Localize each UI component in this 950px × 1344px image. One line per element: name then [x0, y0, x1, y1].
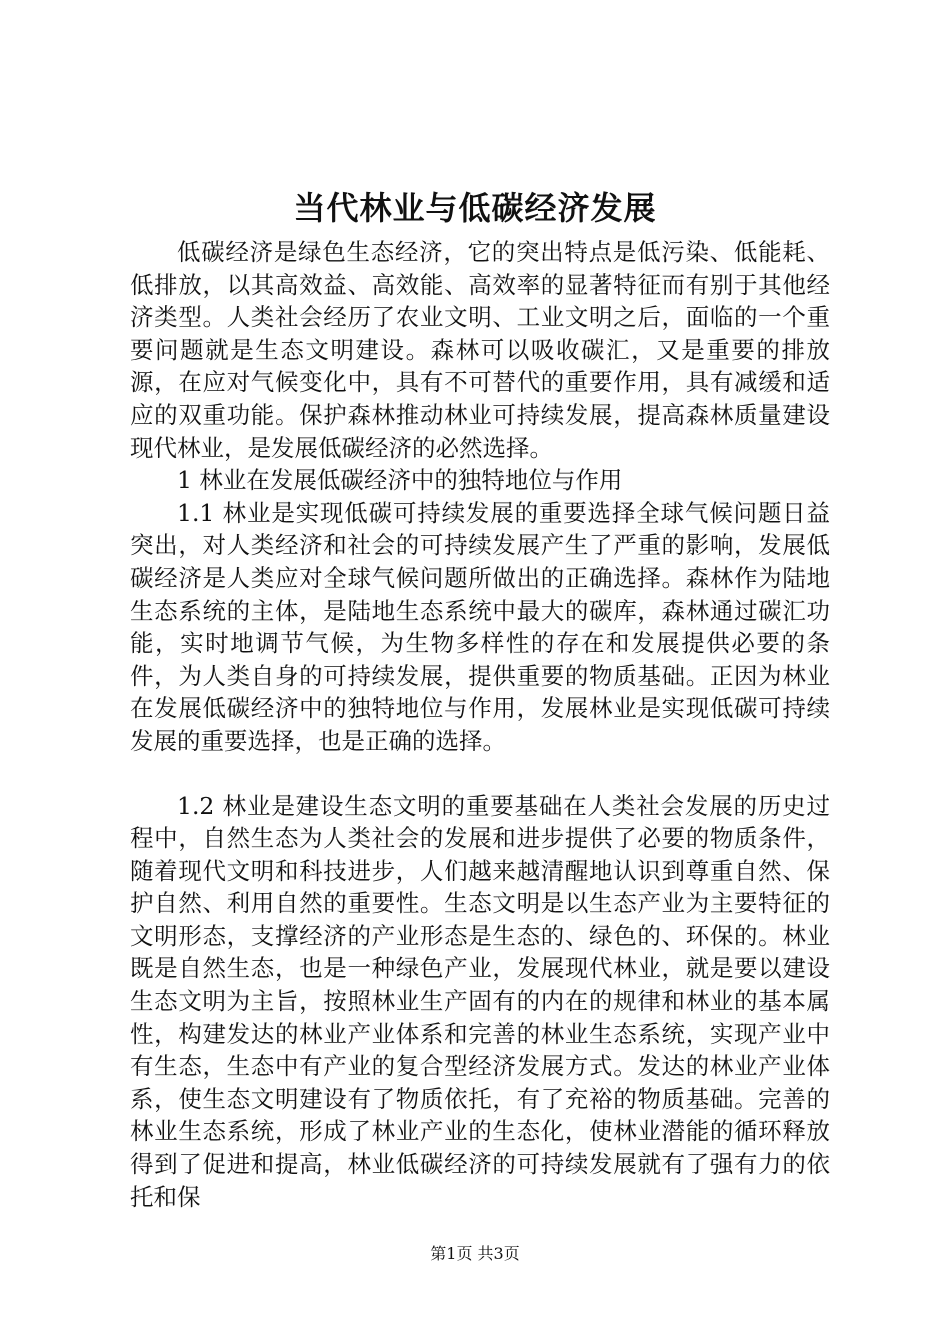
- paragraph-intro: 低碳经济是绿色生态经济，它的突出特点是低污染、低能耗、低排放，以其高效益、高效能、高效率的显著特征而有别于其他经济类型。人类社会经历了农业文明、工业文明之后，面临的一个重要问题就是生态文明建设。森林可以吸收碳汇，又是重要的排放源，在应对气候变化中，具有不可替代的重要作用，具有减缓和适应的双重功能。保护森林推动林业可持续发展，提高森林质量建设现代林业，是发展低碳经济的必然选择。: [130, 238, 830, 462]
- document-title: 当代林业与低碳经济发展: [293, 189, 657, 227]
- section-heading-1: 1 林业在发展低碳经济中的独特地位与作用: [177, 466, 623, 495]
- paragraph-spacer: [130, 758, 830, 790]
- paragraph-section-1-1: 1.1 林业是实现低碳可持续发展的重要选择全球气候问题日益突出，对人类经济和社会的可持续发展产生了严重的影响，发展低碳经济是人类应对全球气候问题所做出的正确选择。森林作为陆地生态系统的主体，是陆地生态系统中最大的碳库，森林通过碳汇功能，实时地调节气候，为生物多样性的存在和发展提供必要的条件，为人类自身的可持续发展，提供重要的物质基础。正因为林业在发展低碳经济中的独特地位与作用，发展林业是实现低碳可持续发展的重要选择，也是正确的选择。: [130, 498, 830, 755]
- paragraph-section-1-2: 1.2 林业是建设生态文明的重要基础在人类社会发展的历史过程中，自然生态为人类社会的发展和进步提供了必要的物质条件，随着现代文明和科技进步，人们越来越清醒地认识到尊重自然、保护自然、利用自然的重要性。生态文明是以生态产业为主要特征的文明形态，支撑经济的产业形态是生态的、绿色的、环保的。林业既是自然生态，也是一种绿色产业，发展现代林业，就是要以建设生态文明为主旨，按照林业生产固有的内在的规律和林业的基本属性，构建发达的林业产业体系和完善的林业生态系统，实现产业中有生态，生态中有产业的复合型经济发展方式。发达的林业产业体系，使生态文明建设有了物质依托，有了充裕的物质基础。完善的林业生态系统，形成了林业产业的生态化，使林业潜能的循环释放得到了促进和提高，林业低碳经济的可持续发展就有了强有力的依托和保: [130, 791, 830, 1211]
- page-footer: 第1页 共3页: [430, 1244, 520, 1263]
- document-body: [130, 236, 830, 1213]
